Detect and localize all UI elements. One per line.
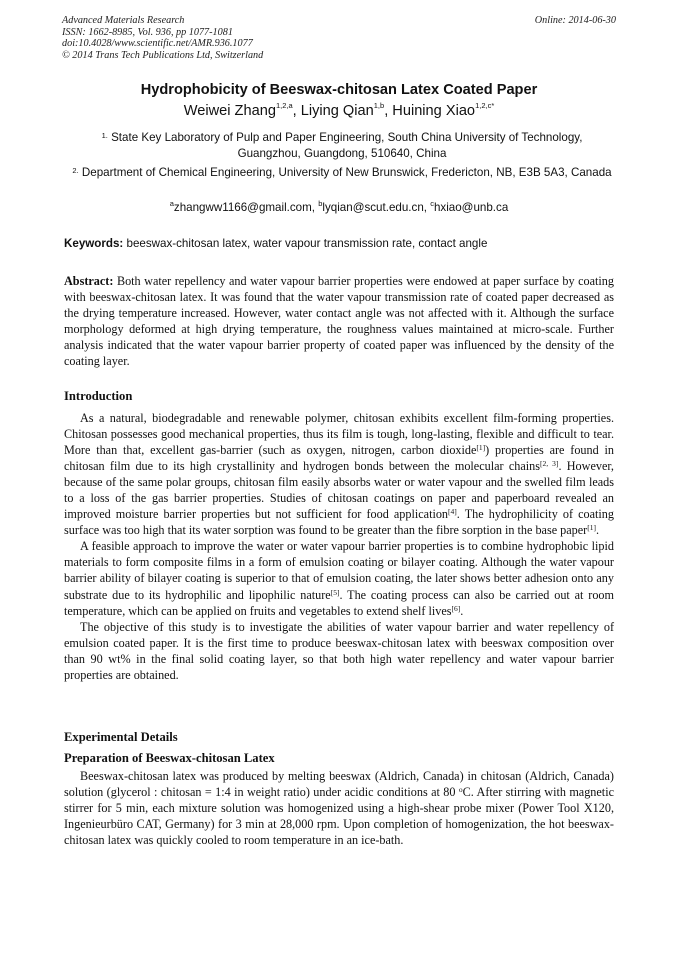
text-run: . The coating process can also be carried out at room temperature, which can be applied on fruits and vegetables to extend shelf lives [64,587,614,618]
author-affil-sup: 1,2,a [275,101,293,110]
keywords-text: beeswax-chitosan latex, water vapour transmission rate, contact angle [126,237,488,250]
citation[interactable]: [6] [451,603,461,613]
preparation-body [64,768,614,848]
text-run: . [595,523,600,538]
text-run: A feasible approach to improve the water or water vapour barrier properties is to combine hydrophobic lipid materials to form composite films in a form of emulsion coating or bilayer coating. Although the water vapour barrier ability of bilayer coating is superior to that of emulsion coating, the later shows better adhesion onto any substrate due to its hydrophilic and lipophilic nature [64,539,614,602]
section-heading-introduction: Introduction [64,389,133,403]
email-sup: a [169,199,174,208]
introduction-body [64,410,614,683]
keywords [64,237,618,250]
paragraph [64,410,614,538]
copyright-line: © 2014 Trans Tech Publications Ltd, Switzerland [62,49,264,61]
text-run: . [460,603,464,618]
journal-name: Advanced Materials Research [62,15,185,26]
doi-line: doi:10.4028/www.scientific.net/AMR.936.1077 [62,38,253,50]
issn-line: ISSN: 1662-8985, Vol. 936, pp 1077-1081 [62,26,233,38]
affiliation-text: State Key Laboratory of Pulp and Paper Engineering, South China University of Technology, Guangzhou, Guangdong, 510640, China [111,131,583,160]
author-name: Weiwei Zhang [183,103,276,119]
email-link[interactable]: hxiao@unb.ca [433,201,509,214]
affiliation-text: Department of Chemical Engineering, University of New Brunswick, Fredericton, NB, E3B 5A3, Canada [81,166,612,179]
affiliation-number: 1. [101,131,108,140]
abstract-label: Abstract: [64,274,114,288]
running-header [62,15,616,61]
email-sup: c [430,199,434,208]
affiliation [72,130,612,162]
text-run: As a natural, biodegradable and renewable polymer, chitosan exhibits excellent film-forming properties. Chitosan possesses good mechanical properties, thus its film is tough, long-lasting, flexible and difficult to tear. More than that, excellent gas-barrier (such as oxygen, nitrogen, carbon dioxide [64,411,614,458]
affiliation [72,165,612,181]
author-affil-sup: 1,2,c* [475,101,495,110]
citation[interactable]: [2, 3] [539,459,559,469]
email-sup: b [318,199,323,208]
affiliation-number: 2. [72,166,79,175]
keywords-label: Keywords: [64,237,124,250]
citation[interactable]: [1] [587,523,596,533]
paper-title: Hydrophobicity of Beeswax-chitosan Latex Coated Paper [140,82,538,98]
text-run: . The hydrophilicity of coating surface was too high that its water sorption was found to be greater than the fibre sorption in the base paper [64,507,614,538]
paragraph [64,768,614,848]
author-name: Liying Qian [300,103,374,119]
online-date: Online: 2014-06-30 [534,15,616,26]
degree-symbol: o [458,785,463,795]
section-heading-experimental: Experimental Details [64,730,178,744]
citation[interactable]: [1] [476,443,486,453]
email-list: $^a$zhangww1166@gmail.com, $^b$lyqian@scut.edu.cn, $^c$hxiao@unb.ca [169,199,509,214]
author-affil-sup: 1,b [373,101,385,110]
text-run: C. After stirring with magnetic stirrer for 5 min, each mixture solution was homogenized using a high-shear probe mixer (Power Tool X120, Ingenieurbüro CAT, Germany) for 3 min at 28,000 rpm. Upon completion of homogenization, the hot beeswax-chitosan latex was quickly cooled to room temperature in an ice-bath. [64,785,614,848]
paragraph [64,538,614,618]
subsection-heading-preparation: Preparation of Beeswax-chitosan Latex [64,751,275,765]
email-link[interactable]: zhangww1166@gmail.com [173,201,312,214]
text-run: ) properties are found in chitosan film due to its high crystallinity and hydrogen bonds between the molecular chains [64,443,614,474]
paragraph: The objective of this study is to investigate the abilities of water vapour barrier and water repellency of emulsion coated paper. It is the first time to produce beeswax-chitosan latex with beeswax composition over than 90 wt% in the final solid coating layer, so that both high water repellency and water vapour barrier properties are obtained. [64,619,614,682]
email-link[interactable]: lyqian@scut.edu.cn [322,201,424,214]
citation[interactable]: [4] [448,507,457,517]
text-run: Beeswax-chitosan latex was produced by melting beeswax (Aldrich, Canada) in chitosan (Aldrich, Canada) solution (glycerol : chitosan = 1:4 in weight ratio) under acidic conditions at 80 [64,769,614,800]
abstract [64,273,614,369]
author-list: Weiwei Zhang$^{1,2,a}$, Liying Qian$^{1,b}$, Huining Xiao$^{1,2,c*}$ [183,101,495,119]
citation[interactable]: [5] [330,587,340,597]
text-run: . However, because of the same polar groups, chitosan film easily absorbs water or water vapour and the swelled film leads to a loss of the gas barrier properties. Studies of chitosan coatings on paper and paperboard revealed an improved moisture barrier properties but not sufficient for food application [64,459,614,522]
abstract-text: Both water repellency and water vapour barrier properties were endowed at paper surface by coating with beeswax-chitosan latex. It was found that the water vapour transmission rate of coated paper decreased as the drying temperature increased. However, water contact angle was not affected with it. Although the surface morphology deformed at high drying temperature, the roughness values maintained at micro-scale. Further analysis indicated that the water vapour barrier property of coated paper was influenced by the density of the coating layer. [64,274,614,369]
author-name: Huining Xiao [392,103,476,119]
